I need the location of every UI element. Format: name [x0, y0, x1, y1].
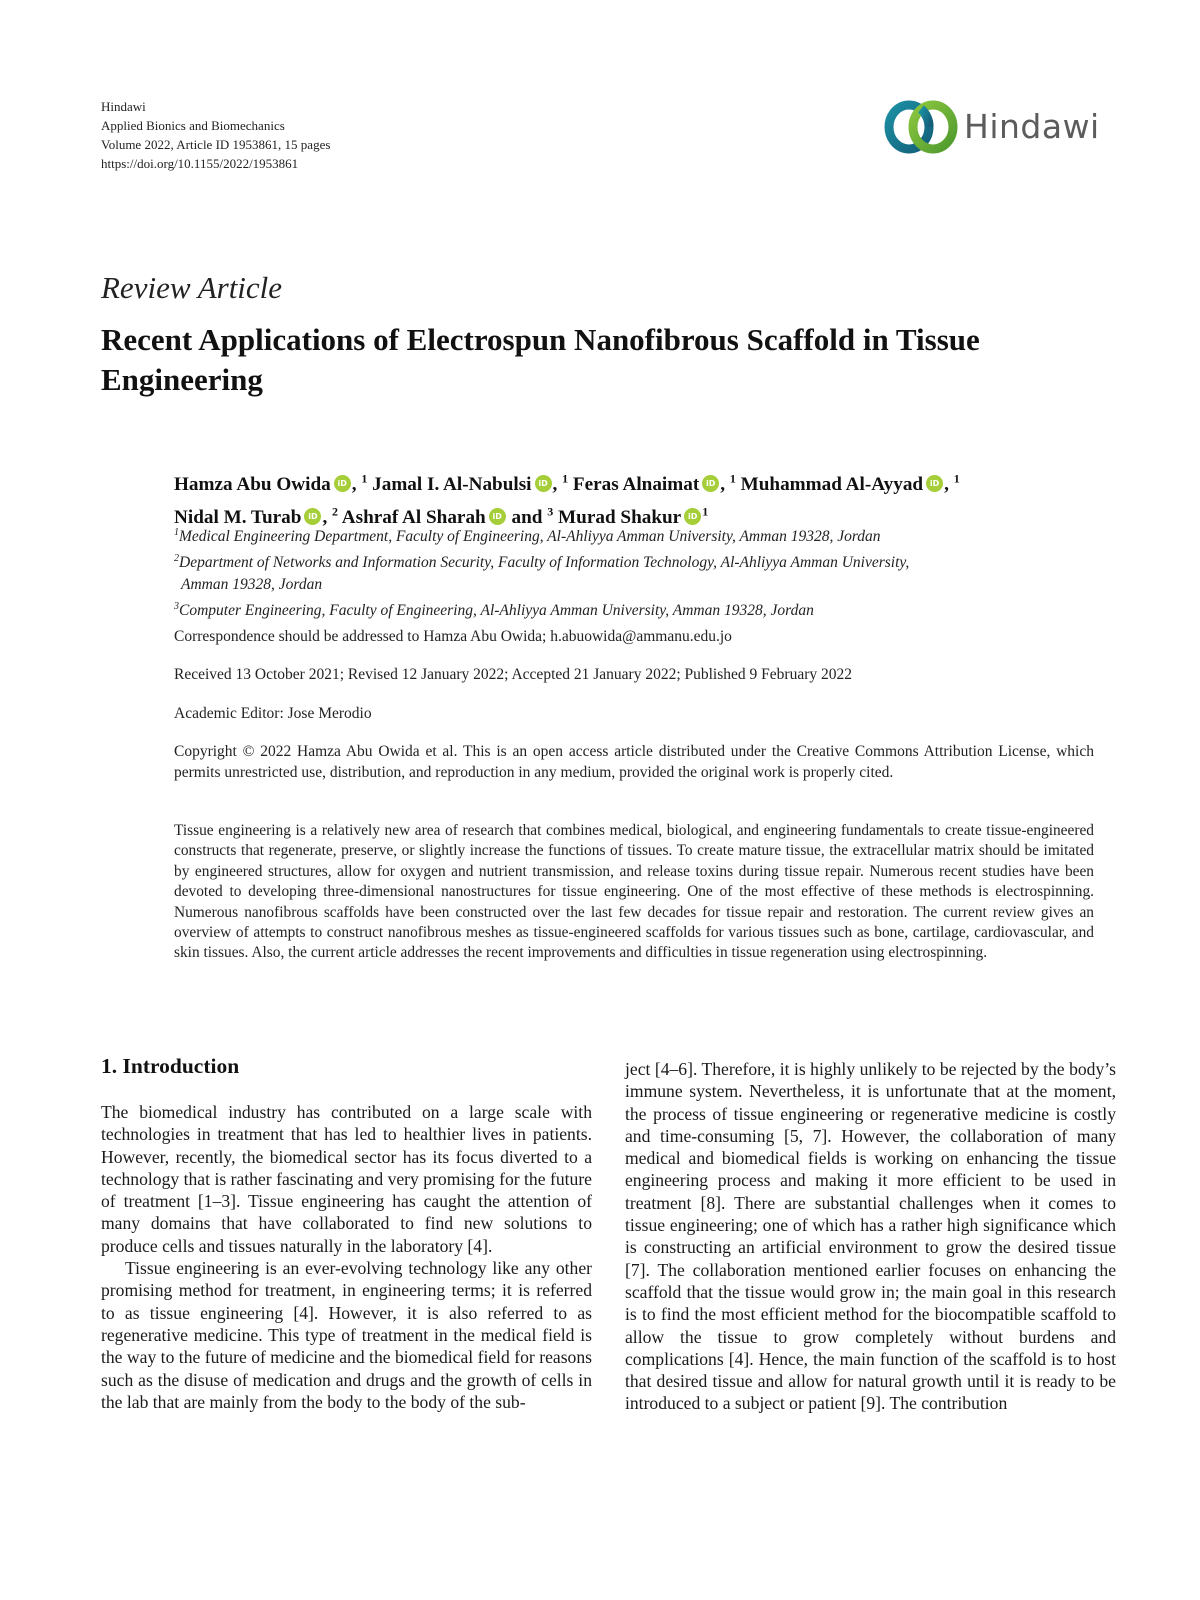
logo-wordmark: Hindawi — [964, 107, 1100, 146]
affiliation-marker: 1 — [953, 472, 960, 486]
affiliation-list — [174, 522, 1084, 622]
orcid-icon[interactable]: iD — [304, 508, 321, 525]
affiliation-number: 1 — [174, 527, 179, 538]
affiliation-text: Medical Engineering Department, Faculty of Engineering, Al-Ahliyya Amman University, Amman 19328, Jordan — [179, 528, 881, 546]
journal-header — [101, 97, 330, 173]
affiliation-marker: 2 — [332, 504, 339, 519]
author-name[interactable]: Nidal M. Turab — [174, 506, 302, 528]
author-separator: , — [552, 474, 563, 496]
volume-info: Volume 2022, Article ID 1953861, 15 pages — [101, 137, 331, 152]
affiliation-continuation: Amman 19328, Jordan — [181, 576, 323, 594]
author-name[interactable]: Muhammad Al-Ayyad — [740, 474, 924, 496]
orcid-icon[interactable]: iD — [702, 475, 719, 492]
affiliation-item — [174, 548, 1084, 574]
correspondence-line: Correspondence should be addressed to Hamza Abu Owida; h.abuowida@ammanu.edu.jo — [174, 628, 732, 645]
author-name[interactable]: Jamal I. Al-Nabulsi — [372, 474, 532, 496]
affiliation-marker: 1 — [729, 472, 736, 486]
section-heading: 1. Introduction — [101, 1054, 240, 1078]
author-name[interactable]: Ashraf Al Sharah — [341, 506, 486, 528]
author-separator: and — [506, 506, 548, 528]
doi-link[interactable]: https://doi.org/10.1155/2022/1953861 — [101, 156, 299, 171]
article-title: Recent Applications of Electrospun Nanofibrous Scaffold in Tissue Engineering — [101, 322, 980, 397]
affiliation-marker: 1 — [562, 472, 569, 486]
body-paragraph: Tissue engineering is an ever-evolving technology like any other promising method for treatment, in engineering terms; it is referred to as tissue engineering [4]. However, it is also referred to as regenerative medicine. This type of treatment in the medical field is the way to the future of medicine and the biomedical field for reasons such as the disuse of medication and drugs and the growth of cells in the lab that are mainly from the body to the body of the sub- — [101, 1258, 592, 1412]
body-column-left — [101, 1101, 592, 1413]
academic-editor: Academic Editor: Jose Merodio — [174, 705, 372, 722]
author-item — [174, 474, 367, 495]
body-paragraph: The biomedical industry has contributed on a large scale with technologies in treatment that has led to healthier lives in patients. However, recently, the biomedical sector has its focus diverted to a technology that is rather fascinating and very promising for the future of treatment [1–3]. Tissue engineering has caught the attention of many domains that have collaborated to find new solutions to produce cells and tissues naturally in the laboratory [4]. — [101, 1102, 592, 1256]
body-paragraph: ject [4–6]. Therefore, it is highly unlikely to be rejected by the body’s immune system. Nevertheless, it is unfortunate that at the moment, the process of tissue engineering or regenerative medicine is costly and time-consuming [5, 7]. However, the collaboration of many medical and biomedical fields is working on enhancing the tissue engineering process and making it more efficient to be used in treatment [8]. There are substantial challenges when it comes to tissue engineering; one of which has a rather high significance which is constructing an artificial environment to grow the desired tissue [7]. The collaboration mentioned earlier focuses on enhancing the scaffold that the tissue would grow in; the main goal in this research is to find the most efficient method for the biocompatible scaffold to allow the tissue to grow completely without burdens and complications [4]. Hence, the main function of the scaffold is to host that desired tissue and allow for natural growth until it is ready to be introduced to a subject or patient [9]. The contribution — [625, 1059, 1116, 1414]
affiliation-marker: 3 — [547, 504, 554, 519]
author-name[interactable]: Hamza Abu Owida — [174, 474, 331, 496]
affiliation-number: 2 — [174, 553, 179, 565]
author-separator: , — [944, 474, 954, 496]
orcid-icon[interactable]: iD — [334, 475, 351, 492]
hindawi-logo — [880, 97, 1110, 163]
journal-name: Applied Bionics and Biomechanics — [101, 118, 285, 133]
affiliation-item — [174, 522, 1084, 548]
hindawi-logo-icon — [880, 97, 964, 163]
author-name[interactable]: Murad Shakur — [558, 506, 682, 528]
orcid-icon[interactable]: iD — [489, 508, 506, 525]
author-item — [741, 474, 960, 495]
body-column-right — [625, 1058, 1116, 1415]
orcid-icon[interactable]: iD — [684, 508, 701, 525]
author-separator: , — [322, 506, 333, 528]
affiliation-number: 3 — [174, 601, 179, 613]
author-separator: , — [720, 474, 730, 496]
author-name[interactable]: Feras Alnaimat — [572, 474, 700, 496]
orcid-icon[interactable]: iD — [926, 475, 943, 492]
affiliation-text: Department of Networks and Information Security, Faculty of Information Technology, Al-Ahliyya Amman University, — [179, 554, 910, 572]
affiliation-item — [174, 596, 1084, 622]
orcid-icon[interactable]: iD — [535, 475, 552, 492]
affiliation-text: Computer Engineering, Faculty of Engineering, Al-Ahliyya Amman University, Amman 19328, Jordan — [179, 602, 814, 620]
author-item — [372, 474, 568, 495]
publisher-name: Hindawi — [101, 99, 146, 114]
author-item — [573, 474, 736, 495]
author-separator: , — [351, 474, 362, 496]
affiliation-marker: 1 — [702, 504, 709, 519]
publication-dates: Received 13 October 2021; Revised 12 January 2022; Accepted 21 January 2022; Published 9 February 2022 — [174, 666, 852, 683]
copyright-notice: Copyright © 2022 Hamza Abu Owida et al. This is an open access article distributed under the Creative Commons Attribution License, which permits unrestricted use, distribution, and reproduction in any medium, provided the original work is properly cited. — [174, 743, 1094, 781]
article-type: Review Article — [101, 270, 283, 305]
affiliation-marker: 1 — [361, 472, 368, 486]
abstract: Tissue engineering is a relatively new area of research that combines medical, biological, and engineering fundamentals to create tissue-engineered constructs that regenerate, preserve, or slightly increase the functions of tissues. To create mature tissue, the extracellular matrix should be imitated by engineered structures, allow for oxygen and nutrient transmission, and release toxins during tissue repair. Numerous recent studies have been devoted to developing three-dimensional nanostructures for tissue engineering. One of the most effective of these methods is electrospinning. Numerous nanofibrous scaffolds have been constructed over the last few decades for tissue repair and restoration. The current review gives an overview of attempts to construct nanofibrous meshes as tissue-engineered scaffolds for various tissues such as bone, cartilage, cardiovascular, and skin tissues. Also, the current article addresses the recent improvements and difficulties in tissue regeneration using electrospinning. — [174, 822, 1094, 962]
